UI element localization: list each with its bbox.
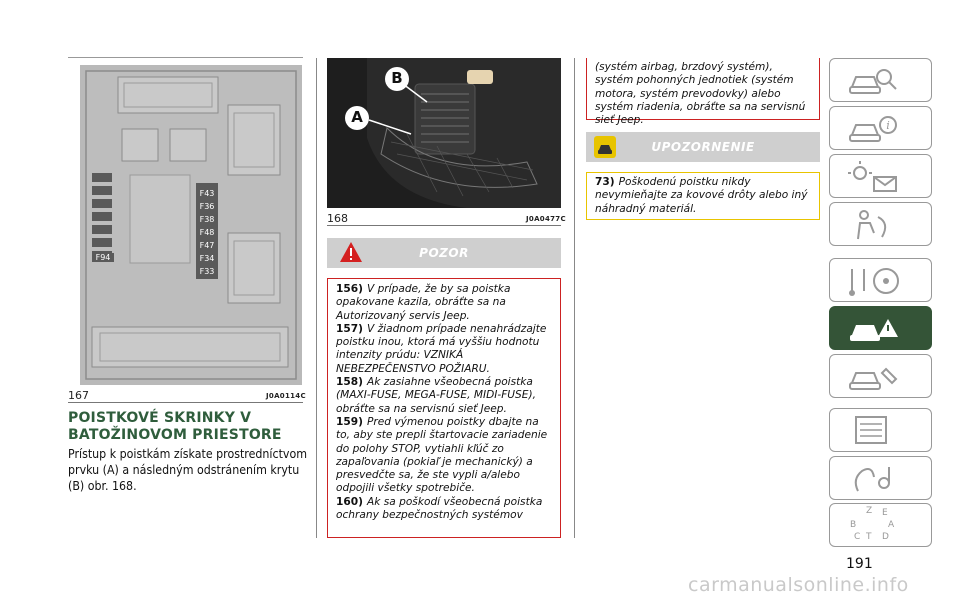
- column-divider: [316, 58, 317, 538]
- warning-item: 157) V žiadnom prípade nenahrádzajte poistku inou, ktorá má vyššiu hodnotu intenzity prúdu: VZNIKÁ NEBEZPEČENSTVO POŽIARU.: [336, 322, 547, 375]
- fuse-labels: [196, 187, 218, 278]
- top-rule: [68, 57, 303, 58]
- warning-box: [327, 278, 561, 538]
- tab-technical-data[interactable]: [829, 408, 932, 452]
- column-divider: [574, 58, 575, 538]
- caution-box: [586, 172, 820, 220]
- technical-data-icon: [830, 409, 931, 451]
- page-number: 191: [846, 556, 873, 572]
- tab-car-search[interactable]: [829, 58, 932, 102]
- warning-continuation-box: [586, 58, 820, 127]
- seatbelt-airbag-icon: [830, 203, 931, 245]
- fuse-box-figure: [80, 65, 302, 385]
- fuse-label-f94: F94: [92, 253, 114, 262]
- trunk-photo-figure: [327, 58, 561, 208]
- warning-title: POZOR: [419, 246, 469, 260]
- warning-item: 156) V prípade, že by sa poistka opakovane kazila, obráťte sa na Autorizovaný servis Jeep.: [336, 283, 511, 322]
- figure-rule: [327, 225, 561, 226]
- tab-dashboard-lights[interactable]: [829, 154, 932, 198]
- fuse-label: F34: [199, 254, 215, 263]
- caution-title: UPOZORNENIE: [651, 140, 755, 154]
- index-icon: Z E B A C T D: [850, 506, 895, 542]
- car-maintenance-icon: [830, 355, 931, 397]
- figure-number: 167: [68, 389, 89, 402]
- tab-multimedia[interactable]: [829, 456, 932, 500]
- multimedia-icon: [830, 457, 931, 499]
- tab-car-emergency[interactable]: [829, 306, 932, 350]
- tab-index[interactable]: [829, 503, 932, 547]
- dashboard-lights-icon: [830, 155, 931, 197]
- warning-header: [327, 238, 561, 268]
- tab-car-info[interactable]: [829, 106, 932, 150]
- tab-seatbelt-airbag[interactable]: [829, 202, 932, 246]
- svg-text:i: i: [886, 119, 890, 132]
- warning-item: 160) Ak sa poškodí všeobecná poistka ochrany bezpečnostných systémov: [336, 495, 543, 522]
- warning-continuation-text: (systém airbag, brzdový systém), systém pohonných jednotiek (systém motora, systém prevodovky) alebo systém riadenia, obráťte sa na servisnú sieť Jeep.: [595, 61, 806, 127]
- figure-code: J0A0477C: [526, 215, 566, 223]
- callout-a: A: [351, 108, 363, 126]
- warning-item: 159) Pred výmenou poistky dbajte na to, aby ste prepli štartovacie zariadenie do polohy STOP, vytiahli kľúč zo zapaľovania (pokiaľ je mechanický) a presvedčte sa, že ste vypli a/alebo odpojili všetky spotrebiče.: [336, 415, 548, 495]
- car-search-icon: [830, 59, 931, 101]
- caution-item: 73) Poškodenú poistku nikdy nevymieňajte za kovové drôty alebo iný náhradný materiál.: [595, 176, 808, 215]
- trunk-photo: [327, 58, 561, 208]
- caution-header: [586, 132, 820, 162]
- fuse-label: F43: [199, 189, 215, 198]
- figure-rule: [68, 402, 303, 403]
- fuse-label: F48: [199, 228, 215, 237]
- fuse-label: F38: [199, 215, 215, 224]
- figure-number: 168: [327, 212, 348, 225]
- section-body: Prístup k poistkám získate prostredníctvom prvku (A) a následným odstránením krytu (B) obr. 168.: [68, 447, 308, 493]
- tab-car-maintenance[interactable]: [829, 354, 932, 398]
- fuse-box-diagram: [80, 65, 302, 385]
- watermark: carmanualsonline.info: [688, 574, 909, 596]
- figure-code: J0A0114C: [266, 392, 306, 400]
- callout-b: B: [391, 69, 403, 87]
- fuse-label: F36: [199, 202, 215, 211]
- tab-steering-controls[interactable]: [829, 258, 932, 302]
- car-info-icon: [830, 107, 931, 149]
- section-heading: POISTKOVÉ SKRINKY V BATOŽINOVOM PRIESTORE: [68, 410, 282, 443]
- warning-item: 158) Ak zasiahne všeobecná poistka (MAXI-FUSE, MEGA-FUSE, MIDI-FUSE), obráťte sa na servisnú sieť Jeep.: [336, 376, 536, 415]
- car-emergency-icon: [830, 307, 931, 349]
- fuse-label: F33: [199, 267, 215, 276]
- steering-controls-icon: [830, 259, 931, 301]
- fuse-label: F47: [199, 241, 215, 250]
